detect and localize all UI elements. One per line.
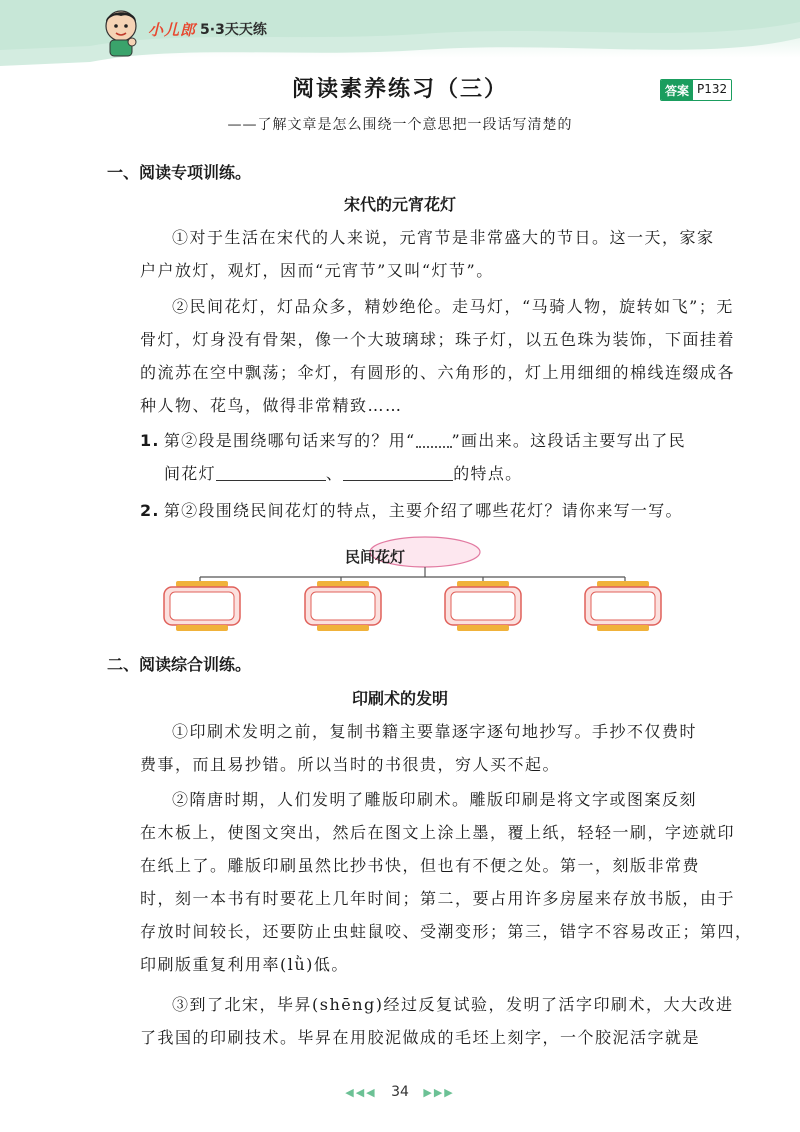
passage2-title: 印刷术的发明: [351, 689, 448, 708]
brand: [148, 19, 267, 39]
text-line: 骨灯，灯身没有骨架，像一个大玻璃球；珠子灯，以五色珠为装饰，下面挂着: [140, 330, 736, 349]
text-line: ①对于生活在宋代的人来说，元宵节是非常盛大的节日。这一天，家家: [172, 228, 715, 247]
passage1-paragraph-2: [140, 290, 740, 422]
lantern-box-4[interactable]: [583, 579, 663, 635]
question-text: 间花灯: [164, 464, 216, 483]
question-number: 1.: [140, 431, 160, 450]
text-line: 在木板上，使图文突出，然后在图文上涂上墨，覆上纸，轻轻一刷，字迹就印: [140, 823, 736, 842]
lantern-box-2[interactable]: [303, 579, 383, 635]
page-subtitle: ——了解文章是怎么围绕一个意思把一段话写清楚的: [227, 117, 573, 133]
passage2-paragraph-2: [140, 783, 753, 981]
passage2-paragraph-1: [140, 715, 740, 781]
text-line: ①印刷术发明之前，复制书籍主要靠逐字逐句地抄写。手抄不仅费时: [172, 722, 698, 741]
passage2-paragraph-3: [140, 988, 740, 1054]
series-name: 5·3天天练: [200, 22, 267, 38]
text-line: 时，刻一本书有时要花上几年时间；第二，要占用许多房屋来存放书版，由于: [140, 889, 736, 908]
question-number: 2.: [140, 501, 160, 520]
text-line: 的流苏在空中飘荡；伞灯，有圆形的、六角形的，灯上用细细的棉线连缀成各: [140, 363, 736, 382]
page-number: 34: [391, 1084, 409, 1100]
question-text: 第②段围绕民间花灯的特点，主要介绍了哪些花灯？请你来写一写。: [163, 501, 683, 520]
text-line: 了我国的印刷技术。毕昇在用胶泥做成的毛坯上刻字，一个胶泥活字就是: [140, 1028, 701, 1047]
text-line: 存放时间较长，还要防止虫蛀鼠咬、受潮变形；第三，错字不容易改正；第四，: [140, 922, 753, 941]
question-text: 的特点。: [453, 464, 523, 483]
text-line: ③到了北宋，毕昇(shēng)经过反复试验，发明了活字印刷术，大大改进: [172, 995, 734, 1014]
question-1: [140, 424, 740, 490]
page-title: 阅读素养练习（三）: [291, 77, 508, 102]
section1-heading: 一、阅读专项训练。: [107, 163, 252, 182]
passage1-paragraph-1: [140, 221, 740, 287]
lantern-box-1[interactable]: [162, 579, 242, 635]
question-text: 、: [325, 464, 344, 483]
answer-label: 答案: [661, 80, 693, 100]
question-text: 第②段是围绕哪句话来写的？用“: [163, 431, 416, 450]
section2-heading: 二、阅读综合训练。: [107, 655, 252, 674]
wavy-line-mark: [416, 430, 452, 448]
question-text: ”画出来。这段话主要写出了民: [451, 431, 686, 450]
text-line: ②民间花灯，灯品众多，精妙绝伦。走马灯，“马骑人物，旋转如飞”；无: [172, 297, 734, 316]
answer-blank-2[interactable]: [343, 464, 453, 481]
answer-badge: [660, 79, 732, 101]
question-2: [140, 494, 740, 527]
text-line: 费事，而且易抄错。所以当时的书很贵，穷人买不起。: [140, 755, 561, 774]
mascot-boy-icon: [96, 6, 146, 60]
page-footer: [0, 1084, 800, 1100]
passage1-title: 宋代的元宵花灯: [343, 195, 456, 214]
brand-logo: 小儿郎: [148, 20, 197, 39]
diagram-center-label: 民间花灯: [344, 548, 405, 566]
text-line: ②隋唐时期，人们发明了雕版印刷术。雕版印刷是将文字或图案反刻: [172, 790, 698, 809]
prev-arrows-icon: ◀◀◀: [345, 1086, 377, 1099]
text-line: 在纸上了。雕版印刷虽然比抄书快，但也有不便之处。第一，刻版非常费: [140, 856, 701, 875]
next-arrows-icon: ▶▶▶: [423, 1086, 455, 1099]
text-line: 印刷版重复利用率(lǜ)低。: [140, 955, 349, 974]
answer-blank-1[interactable]: [216, 464, 326, 481]
text-line: 户户放灯，观灯，因而“元宵节”又叫“灯节”。: [140, 261, 494, 280]
answer-page: P132: [693, 80, 731, 100]
lantern-box-3[interactable]: [443, 579, 523, 635]
text-line: 种人物、花鸟，做得非常精致……: [140, 396, 403, 415]
